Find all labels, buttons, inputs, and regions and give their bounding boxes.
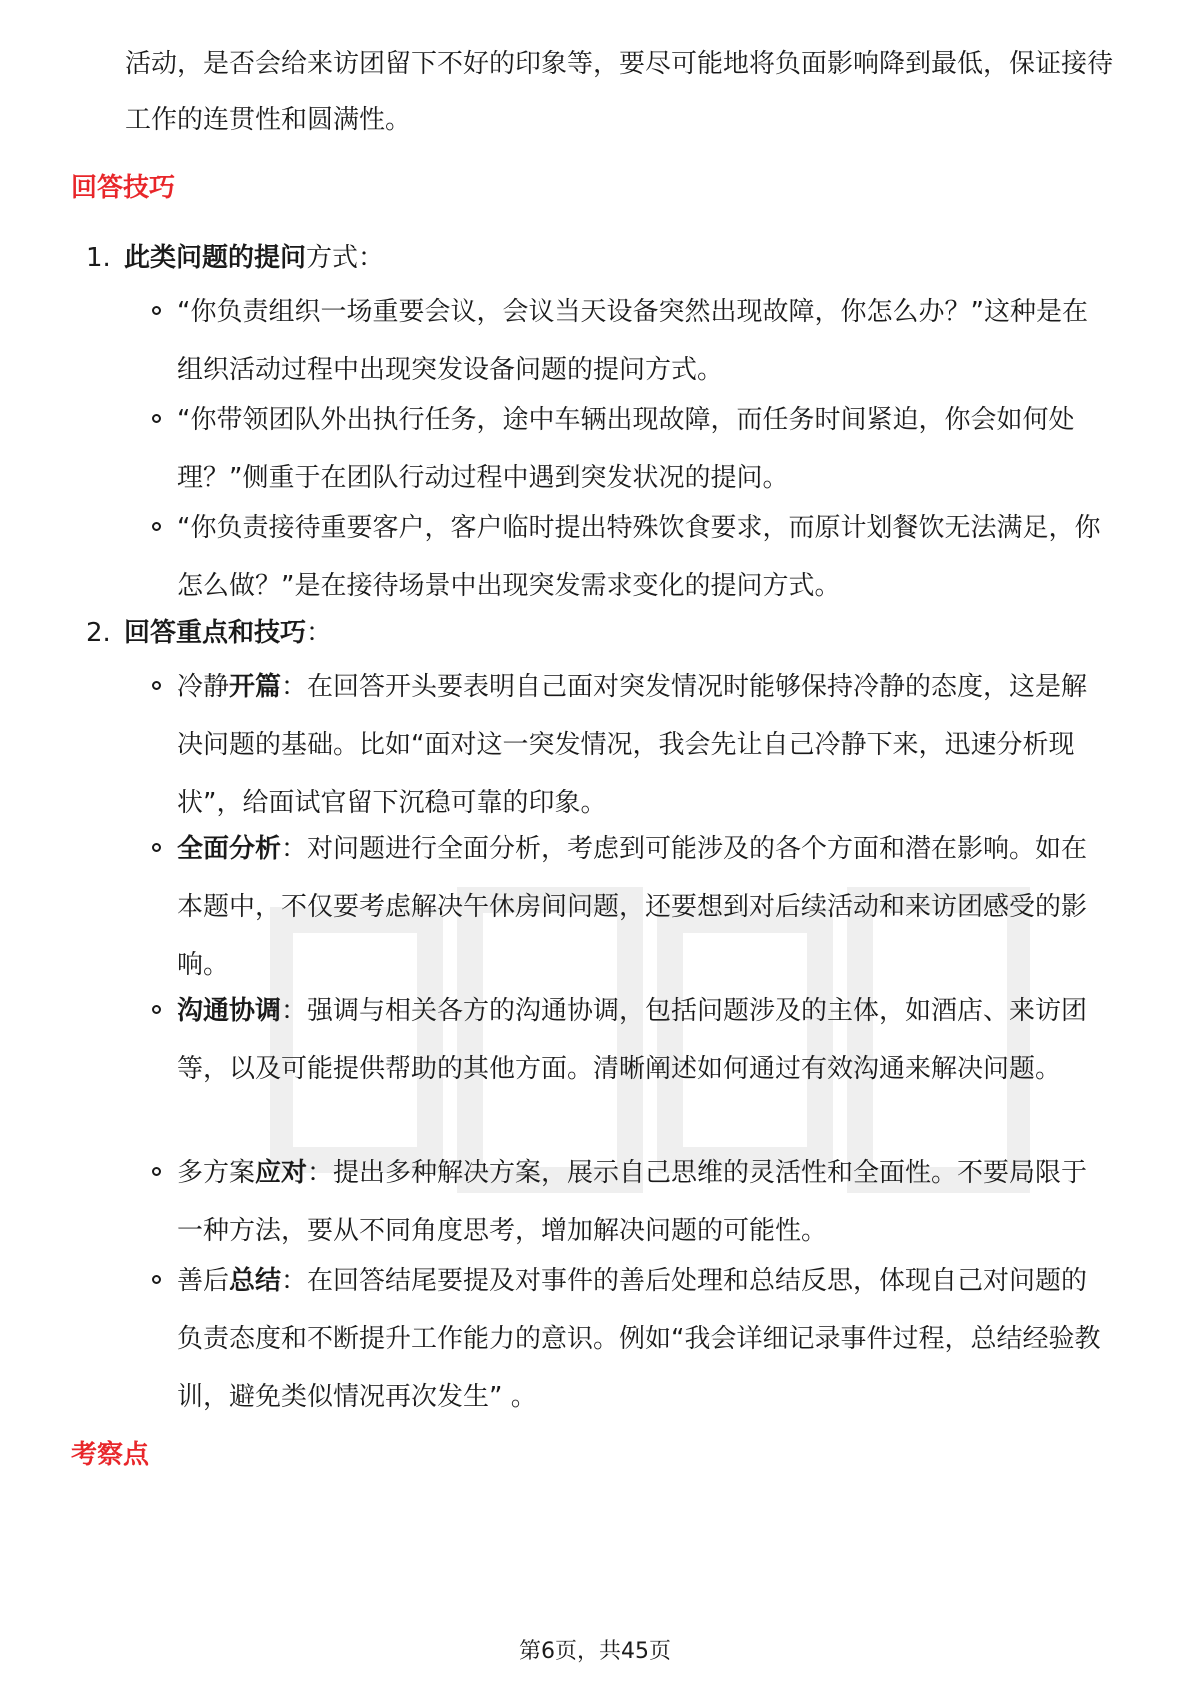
bullet-text: ：强调与相关各方的沟通协调，包括问题涉及的主体，如酒店、来访团等，以及可能提供帮助的其他方面。清晰阐述如何通过有效沟通来解决问题。 (177, 996, 1088, 1084)
bullet-term-bold: 总结 (229, 1266, 282, 1296)
bullet-circle-icon (152, 681, 161, 690)
section-title-assessment-points: 考察点 (71, 1440, 150, 1470)
bullet-circle-icon (152, 522, 161, 531)
list-item-heading-bold: 回答重点和技巧 (124, 618, 307, 648)
bullet-term-bold: 全面分析 (177, 834, 282, 864)
bullet-circle-icon (152, 843, 161, 852)
list-item-answer-points (86, 613, 1106, 653)
list-item-heading-bold: 此类问题的提问 (124, 243, 307, 273)
bullet-text: ：在回答开头要表明自己面对突发情况时能够保持冷静的态度，这是解决问题的基础。比如“面对这一突发情况，我会先让自己冷静下来，迅速分析现状”，给面试官留下沉稳可靠的印象。 (177, 672, 1088, 818)
bullet-text: ：对问题进行全面分析，考虑到可能涉及的各个方面和潜在影响。如在本题中，不仅要考虑解决午休房间问题，还要想到对后续活动和来访团感受的影响。 (177, 834, 1088, 980)
bullet-text: “你带领团队外出执行任务，途中车辆出现故障，而任务时间紧迫，你会如何处理？”侧重于在团队行动过程中遇到突发状况的提问。 (177, 405, 1075, 493)
bullet-circle-icon (152, 414, 161, 423)
list-item-question-style (86, 238, 1106, 278)
bullet-term-plain: 善后 (177, 1266, 230, 1296)
list-number: 2. (86, 618, 111, 648)
section-title-answer-tips: 回答技巧 (71, 173, 176, 203)
bullet-term-plain: 多方案 (177, 1158, 256, 1188)
bullet-text: ：提出多种解决方案，展示自己思维的灵活性和全面性。不要局限于一种方法，要从不同角度思考，增加解决问题的可能性。 (177, 1158, 1088, 1246)
bullet-item-calm-opening (152, 658, 1112, 832)
intro-paragraph: 活动，是否会给来访团留下不好的印象等，要尽可能地将负面影响降到最低，保证接待工作的连贯性和圆满性。 (125, 49, 1114, 135)
bullet-item (152, 283, 1112, 399)
bullet-circle-icon (152, 1005, 161, 1014)
bullet-circle-icon (152, 306, 161, 315)
bullet-text: “你负责接待重要客户，客户临时提出特殊饮食要求，而原计划餐饮无法满足，你怎么做？”是在接待场景中出现突发需求变化的提问方式。 (177, 513, 1101, 601)
bullet-circle-icon (152, 1275, 161, 1284)
bullet-item-full-analysis (152, 820, 1112, 994)
bullet-text: “你负责组织一场重要会议，会议当天设备突然出现故障，你怎么办？”这种是在组织活动过程中出现突发设备问题的提问方式。 (177, 297, 1088, 385)
bullet-term-plain: 冷静 (177, 672, 230, 702)
bullet-item (152, 391, 1112, 507)
list-number: 1. (86, 243, 111, 273)
bullet-text: ：在回答结尾要提及对事件的善后处理和总结反思，体现自己对问题的负责态度和不断提升工作能力的意识。例如“我会详细记录事件过程，总结经验教训，避免类似情况再次发生” 。 (177, 1266, 1101, 1412)
bullet-item-communication (152, 982, 1112, 1098)
list-item-heading-rest: 方式： (306, 243, 385, 273)
bullet-term-bold: 沟通协调 (177, 996, 282, 1026)
bullet-term-bold: 开篇 (229, 672, 282, 702)
list-item-heading-rest: ： (306, 618, 333, 648)
bullet-item-follow-up-summary (152, 1252, 1112, 1426)
bullet-term-bold: 应对 (255, 1158, 308, 1188)
bullet-item-multiple-plans (152, 1144, 1112, 1260)
bullet-item (152, 499, 1112, 615)
page-number-footer: 第6页，共45页 (519, 1639, 671, 1664)
bullet-circle-icon (152, 1167, 161, 1176)
